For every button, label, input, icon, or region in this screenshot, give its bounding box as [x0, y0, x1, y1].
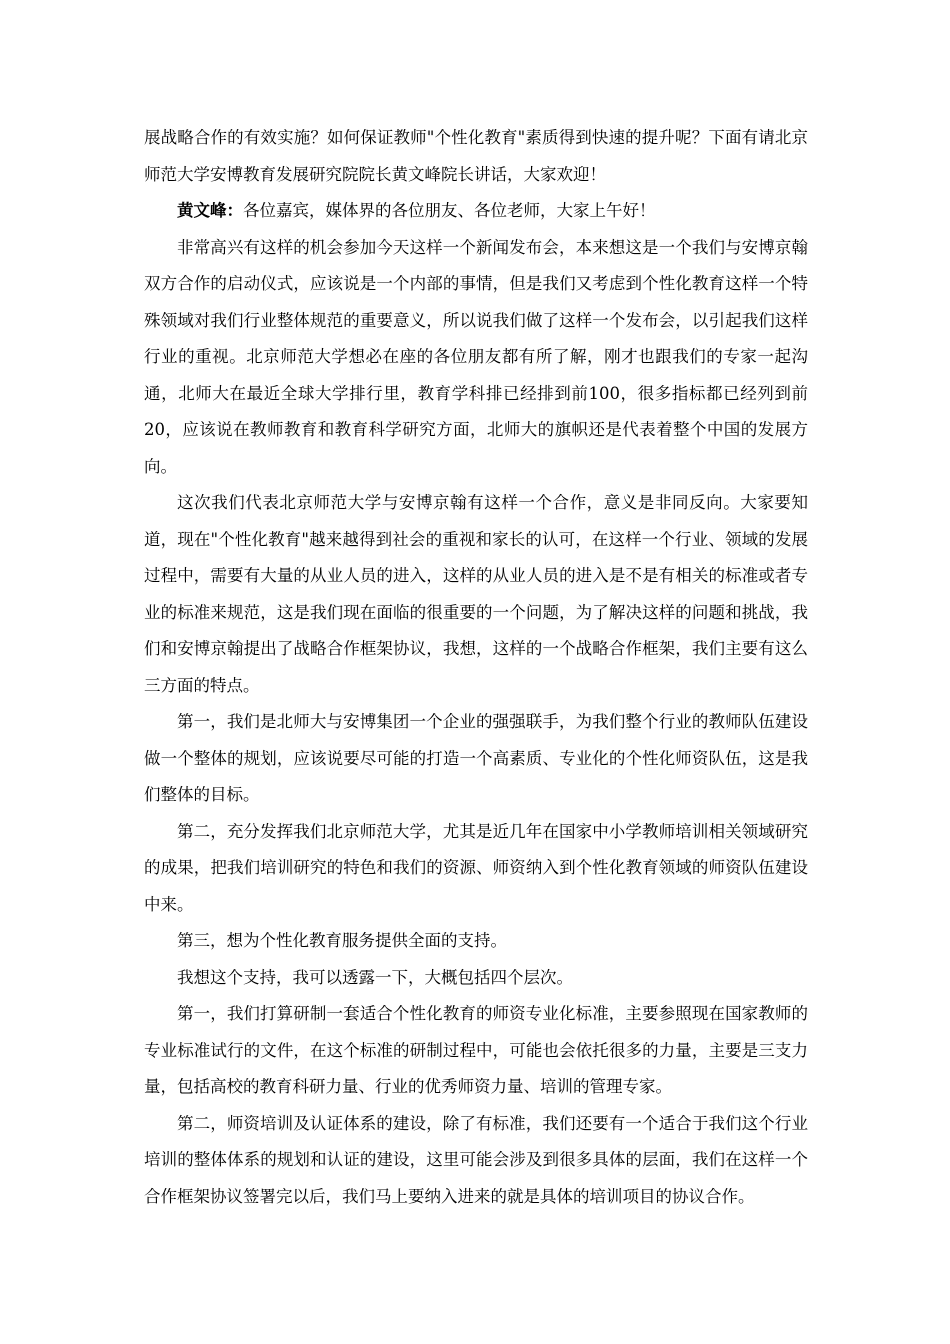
- speaker-name: 黄文峰：: [177, 201, 243, 220]
- paragraph-point-two: 第二，充分发挥我们北京师范大学，尤其是近几年在国家中小学教师培训相关领域研究的成果，把我们培训研究的特色和我们的资源、师资纳入到个性化教育领域的师资队伍建设中来。: [144, 821, 808, 914]
- paragraph-point-three: 第三，想为个性化教育服务提供全面的支持。: [177, 931, 507, 950]
- paragraph-introduction: 非常高兴有这样的机会参加今天这样一个新闻发布会，本来想这是一个我们与安博京翰双方合作的启动仪式，应该说是一个内部的事情，但是我们又考虑到个性化教育这样一个特殊领域对我们行业整体规范的重要意义，所以说我们做了这样一个发布会，以引起我们这样行业的重视。北京师范大学想必在座的各位朋友都有所了解，刚才也跟我们的专家一起沟通，北师大在最近全球大学排行里，教育学科排已经排到前100，很多指标都已经列到前20，应该说在教师教育和教育科学研究方面，北师大的旗帜还是代表着整个中国的发展方向。: [144, 237, 808, 476]
- paragraph-level-two: 第二，师资培训及认证体系的建设，除了有标准，我们还要有一个适合于我们这个行业培训的整体体系的规划和认证的建设，这里可能会涉及到很多具体的层面，我们在这样一个合作框架协议签署完以后，我们马上要纳入进来的就是具体的培训项目的协议合作。: [144, 1113, 808, 1206]
- document-body: [144, 120, 808, 1215]
- paragraph-cooperation: 这次我们代表北京师范大学与安博京翰有这样一个合作，意义是非同反向。大家要知道，现在"个性化教育"越来越得到社会的重视和家长的认可，在这样一个行业、领域的发展过程中，需要有大量的从业人员的进入，这样的从业人员的进入是不是有相关的标准或者专业的标准来规范，这是我们现在面临的很重要的一个问题，为了解决这样的问题和挑战，我们和安博京翰提出了战略合作框架协议，我想，这样的一个战略合作框架，我们主要有这么三方面的特点。: [144, 493, 808, 695]
- paragraph-speaker-greeting: [144, 193, 808, 230]
- paragraph-point-one: 第一，我们是北师大与安博集团一个企业的强强联手，为我们整个行业的教师队伍建设做一个整体的规划，应该说要尽可能的打造一个高素质、专业化的个性化师资队伍，这是我们整体的目标。: [144, 712, 808, 804]
- speaker-greeting-text: 各位嘉宾，媒体界的各位朋友、各位老师，大家上午好！: [243, 201, 656, 220]
- paragraph-level-one: 第一，我们打算研制一套适合个性化教育的师资专业化标准，主要参照现在国家教师的专业标准试行的文件，在这个标准的研制过程中，可能也会依托很多的力量，主要是三支力量，包括高校的教育科研力量、行业的优秀师资力量、培训的管理专家。: [144, 1004, 808, 1096]
- paragraph-support-levels: 我想这个支持，我可以透露一下，大概包括四个层次。: [177, 967, 573, 987]
- paragraph-continuation: 展战略合作的有效实施？如何保证教师"个性化教育"素质得到快速的提升呢？下面有请北京师范大学安博教育发展研究院院长黄文峰院长讲话，大家欢迎！: [144, 128, 808, 184]
